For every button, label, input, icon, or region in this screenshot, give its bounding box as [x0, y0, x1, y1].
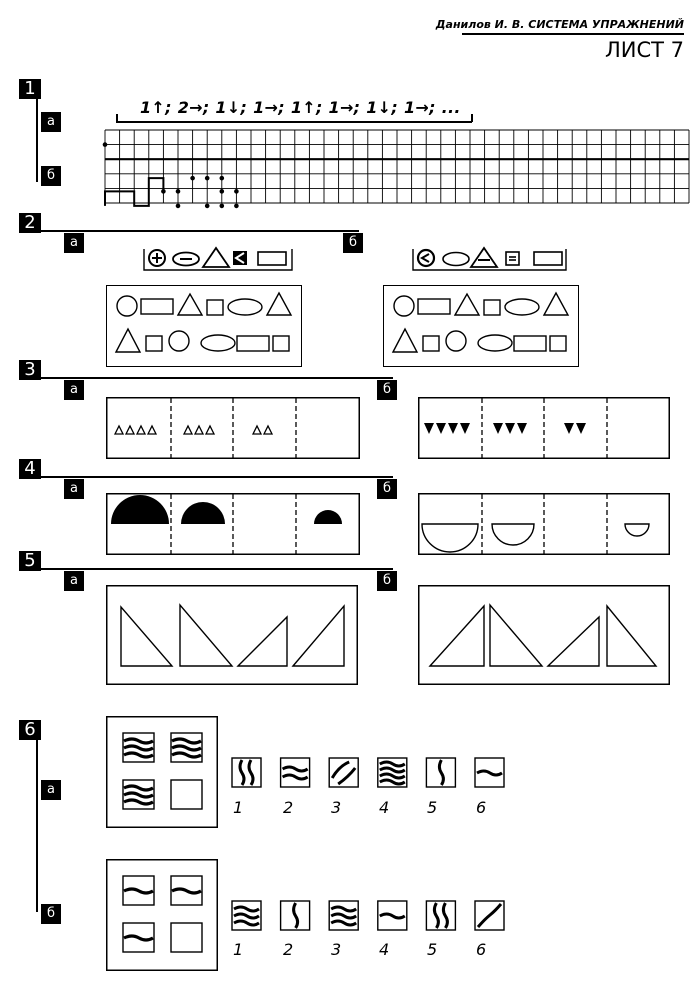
task-5b-triangles — [418, 585, 670, 685]
sheet-title: ЛИСТ 7 — [604, 38, 684, 62]
tile-a-2-caption: 2 — [283, 798, 294, 817]
task-2b-pattern-icons — [409, 245, 569, 273]
task-6b-label: б — [41, 904, 61, 924]
task-3a-label: а — [64, 380, 84, 400]
task-4-rule — [41, 476, 393, 478]
tile-a-6-caption: 6 — [476, 798, 487, 817]
task-4a-strip — [106, 493, 360, 555]
task-1b-label: б — [41, 166, 61, 186]
task-6-bracket — [36, 740, 38, 912]
task-3-number: 3 — [19, 360, 41, 380]
task-3a-strip — [106, 397, 360, 459]
tile-b-4-caption: 4 — [379, 940, 390, 959]
task-4b-strip — [418, 493, 670, 555]
task-6a-label: а — [41, 780, 61, 800]
task-6b-matrix — [106, 859, 218, 971]
tile-b-2-caption: 2 — [283, 940, 294, 959]
task-4-number: 4 — [19, 459, 41, 479]
tile-b-1-caption: 1 — [233, 940, 244, 959]
task-6a-tiles — [232, 756, 504, 792]
task-3b-label: б — [377, 380, 397, 400]
header-author: Данилов И. В. СИСТЕМА УПРАЖНЕНИЙ — [435, 18, 684, 31]
formula-bracket — [116, 121, 472, 123]
task-6a-matrix — [106, 716, 218, 828]
tile-b-6-caption: 6 — [476, 940, 487, 959]
task-4b-label: б — [377, 479, 397, 499]
header-rule — [462, 33, 684, 35]
task-5b-label: б — [377, 571, 397, 591]
task-1-bracket — [36, 99, 38, 182]
task-2a-pattern-icons — [140, 245, 300, 273]
task-3-rule — [41, 377, 393, 379]
task-1-number: 1 — [19, 79, 41, 99]
tile-a-3-caption: 3 — [331, 798, 342, 817]
task-2b-label: б — [343, 233, 363, 253]
task-1-formula: 1↑; 2→; 1↓; 1→; 1↑; 1→; 1↓; 1→; ... — [140, 98, 461, 117]
task-2a-shapes — [106, 285, 302, 367]
task-1a-label: а — [41, 112, 61, 132]
task-5-number: 5 — [19, 551, 41, 571]
task-3b-strip — [418, 397, 670, 459]
task-2a-label: а — [64, 233, 84, 253]
task-5a-triangles — [106, 585, 358, 685]
graph-paper-grid — [105, 130, 689, 216]
task-6-number: 6 — [19, 720, 41, 740]
tile-b-3-caption: 3 — [331, 940, 342, 959]
task-5a-label: а — [64, 571, 84, 591]
tile-a-1-caption: 1 — [233, 798, 244, 817]
tile-b-5-caption: 5 — [427, 940, 438, 959]
task-2b-shapes — [383, 285, 579, 367]
task-2-rule — [41, 230, 359, 232]
task-6b-tiles — [232, 899, 504, 935]
task-2-number: 2 — [19, 213, 41, 233]
tile-a-4-caption: 4 — [379, 798, 390, 817]
task-4a-label: а — [64, 479, 84, 499]
tile-a-5-caption: 5 — [427, 798, 438, 817]
task-5-rule — [41, 568, 393, 570]
